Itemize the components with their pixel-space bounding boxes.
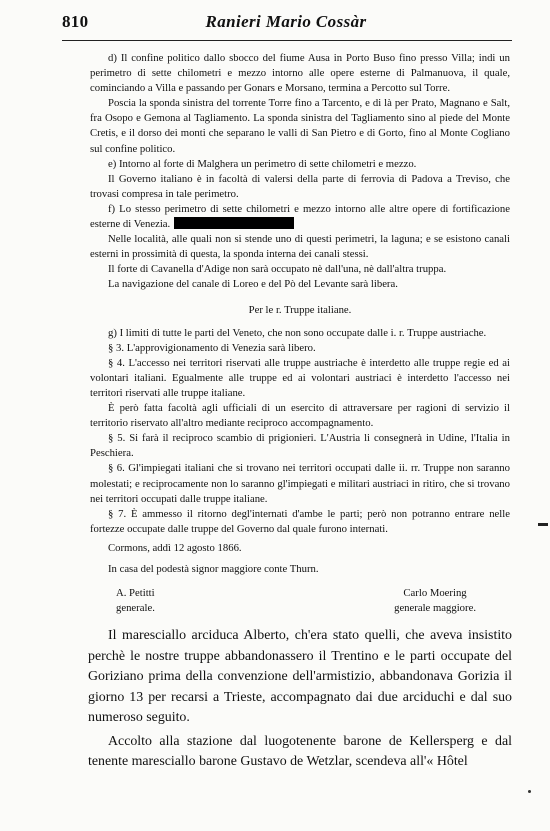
clause-g: g) I limiti di tutte le parti del Veneto, che non sono occupate dalle i. r. Truppe austriache. — [108, 326, 487, 339]
clause-f — [90, 202, 510, 232]
clause-f-text: f) Lo stesso perimetro di sette chilometri e mezzo intorno alle altre opere di fortificazione esterne di Venezia. — [90, 202, 510, 231]
narrative-text — [88, 626, 512, 773]
section-3: § 3. L'approvigionamento di Venezia sarà libero. — [108, 341, 316, 354]
signer-title: generale. — [116, 602, 155, 614]
paragraph: Poscia la sponda sinistra del torrente Torre fino a Tarcento, e di là per Prato, Magnano e Salt, fra Osopo e Gemona al Tagliamento. La sponda sinistra del Tagliamento sino al piede del Monte Cretis, e il dorso dei monti che separano le valli di San Pietro e di Gorto, fino al Monte Cogliano sul confine politico. — [90, 97, 510, 155]
paragraph: La navigazione del canale di Loreo e del Pò del Levante sarà libera. — [108, 278, 398, 291]
paragraph: Il Governo italiano è in facoltà di valersi della parte di ferrovia di Padova a Treviso, che trovasi compresa in tale perimetro. — [90, 172, 510, 200]
signatures — [116, 586, 476, 616]
paragraph: Il forte di Cavanella d'Adige non sarà occupato nè dall'una, nè dall'altra truppa. — [108, 263, 447, 276]
margin-dot — [528, 790, 531, 793]
clause-d: d) Il confine politico dallo sbocco del fiume Ausa in Porto Buso fino presso Villa; indi un perimetro di sette chilometri e mezzo intorno alle opere esterne di Palmanuova, il quale, cominciando a Villa e passando per Gonars e Morsano, termina a Percotto sul Torre. — [90, 52, 510, 95]
margin-mark — [538, 523, 548, 526]
paragraph: È però fatta facoltà agli ufficiali di un esercito di attraversare per ragioni di servizio il territorio riservato all'altro mediante reciproco accompagnamento. — [90, 402, 510, 430]
signature-right — [394, 586, 476, 616]
signer-name: A. Petitti — [116, 587, 155, 599]
signature-left — [116, 586, 155, 616]
section-5: § 5. Si farà il reciproco scambio di prigionieri. L'Austria li consegnerà in Udine, l'Italia in Peschiera. — [90, 432, 510, 460]
location-note: In casa del podestà signor maggiore conte Thurn. — [108, 563, 319, 575]
paragraph: Accolto alla stazione dal luogotenente barone de Kellersperg e dal tenente maresciallo barone Gustavo de Wetzlar, scendeva all'« Hôtel — [88, 733, 512, 769]
page-number: 810 — [62, 12, 89, 31]
signer-title: generale maggiore. — [394, 602, 476, 614]
section-6: § 6. Gl'impiegati italiani che si trovano nei territori occupati dalle ii. rr. Truppe non saranno molestati; e reciprocamente non lo saranno gl'impiegati e militari austriaci in ritiro, che si trovano nei territori occupati dalle truppe italiane. — [90, 462, 510, 505]
place-date: Cormons, addì 12 agosto 1866. — [108, 541, 242, 554]
header-rule — [62, 40, 512, 41]
signer-name: Carlo Moering — [403, 587, 467, 599]
paragraph: Il maresciallo arciduca Alberto, ch'era stato quelli, che aveva insistito perchè le nostre truppe abbandonassero il Trentino e le parti occupate del Goriziano prima della convenzione dell'armistizio, abbandonava Gorizia il giorno 13 per recarsi a Trieste, accompagnato dai due arciduchi e dal suo numeroso seguito. — [88, 628, 512, 725]
page-header — [62, 12, 510, 34]
section-heading: Per le r. Truppe italiane. — [248, 303, 352, 316]
redaction-bar — [174, 217, 294, 229]
clause-e: e) Intorno al forte di Malghera un perimetro di sette chilometri e mezzo. — [108, 157, 417, 170]
armistice-text — [90, 51, 510, 577]
running-title: Ranieri Mario Cossàr — [205, 12, 367, 31]
paragraph: Nelle località, alle quali non si stende uno di questi perimetri, la laguna; e se esistono canali esterni in prossimità di questa, la sponda interna dei canali stessi. — [90, 233, 510, 261]
section-4: § 4. L'accesso nei territori riservati alle truppe austriache è interdetto alle truppe regie ed ai volontari italiani. Egualmente alle truppe ed ai volontari austriaci è interdetto l'accesso nei territori riservati alle truppe italiane. — [90, 356, 510, 399]
section-7: § 7. È ammesso il ritorno degl'internati d'ambe le parti; però non potranno entrare nelle fortezze occupate dalle truppe del Governo dal quale furono internati. — [90, 507, 510, 535]
